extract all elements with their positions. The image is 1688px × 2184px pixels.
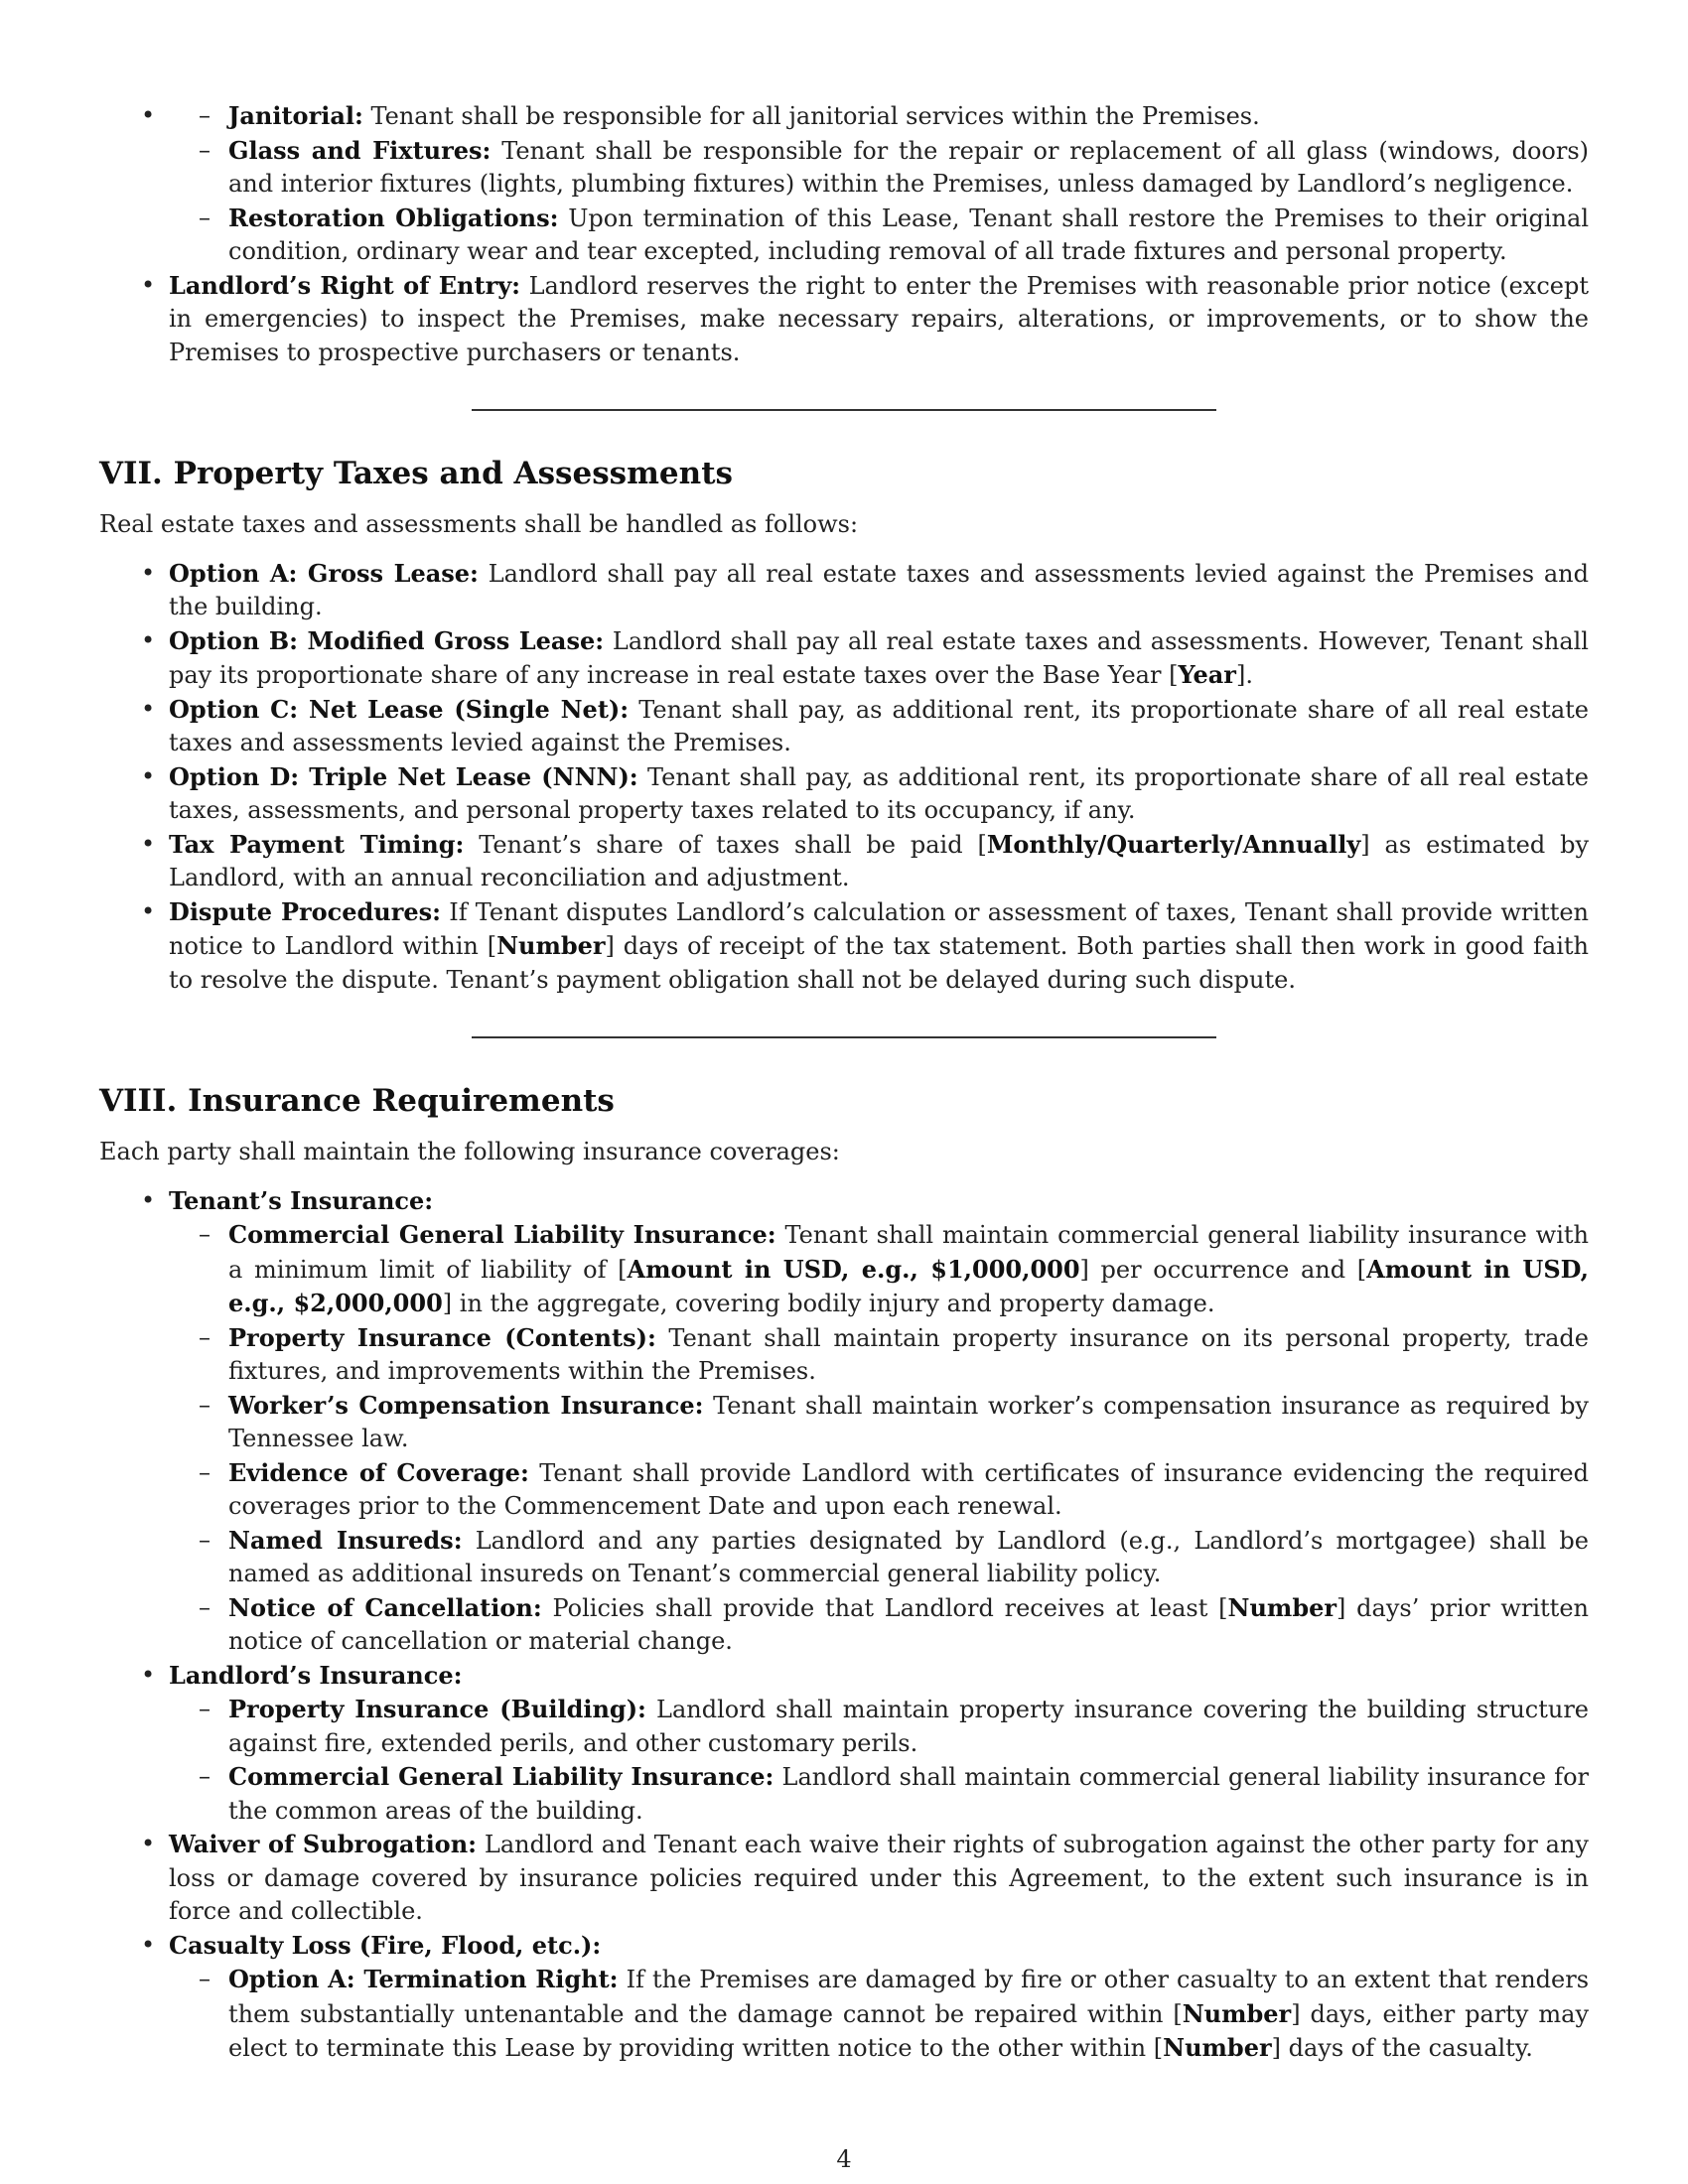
evidence-of-coverage-item xyxy=(169,1456,1589,1524)
section-heading: VIII. Insurance Requirements xyxy=(99,1083,615,1119)
placeholder-field: Monthly/Quarterly/Annually xyxy=(986,829,1361,859)
item-text: Policies shall provide that Landlord receives at least [ xyxy=(541,1593,1228,1622)
placeholder-field: Number xyxy=(496,931,606,960)
maintenance-sublist xyxy=(169,99,1589,269)
item-text: ]. xyxy=(1235,661,1253,689)
item-text: ] in the aggregate, covering bodily injury and property damage. xyxy=(442,1290,1215,1317)
waiver-of-subrogation-item xyxy=(99,1828,1589,1929)
item-label: Tax Payment Timing: xyxy=(169,829,465,859)
item-text: Tenant shall provide Landlord with certificates of insurance evidencing the required coverages prior to the Commencement Date and upon each renewal. xyxy=(228,1458,1589,1520)
item-label: Commercial General Liability Insurance: xyxy=(228,1762,774,1791)
item-label: Tenant’s Insurance: xyxy=(169,1185,434,1215)
named-insureds-item xyxy=(169,1524,1589,1591)
item-label: Waiver of Subrogation: xyxy=(169,1830,478,1858)
section-divider xyxy=(472,1036,1216,1038)
dispute-procedures-item xyxy=(99,895,1589,998)
item-text: Tenant shall pay, as additional rent, its proportionate share of all real estate taxes and assessments levied against the Premises. xyxy=(169,695,1589,756)
section-heading: VII. Property Taxes and Assessments xyxy=(99,456,733,491)
item-text: Tenant shall maintain worker’s compensation insurance as required by Tennessee law. xyxy=(228,1391,1589,1452)
modified-gross-lease-item xyxy=(99,624,1589,693)
item-text: Tenant shall be responsible for the repair or replacement of all glass (windows, doors) and interior fixtures (lights, plumbing fixtures) within the Premises, unless damaged by Landlord’s negligence. xyxy=(228,136,1589,198)
page-number: 4 xyxy=(836,2145,852,2173)
landlord-property-item xyxy=(169,1693,1589,1760)
item-label: Option B: Modified Gross Lease: xyxy=(169,625,605,655)
list-item xyxy=(99,99,1589,269)
item-label: Option C: Net Lease (Single Net): xyxy=(169,694,630,724)
workers-comp-item xyxy=(169,1389,1589,1456)
section-divider xyxy=(472,409,1216,411)
document-page xyxy=(99,99,1589,2066)
item-text: Landlord shall pay all real estate taxes and assessments levied against the Premises and the building. xyxy=(169,559,1590,620)
item-text: ] per occurrence and [ xyxy=(1079,1255,1367,1284)
placeholder-field: Number xyxy=(1163,2033,1272,2062)
placeholder-field: Number xyxy=(1182,1998,1292,2028)
item-label: Casualty Loss (Fire, Flood, etc.): xyxy=(169,1930,602,1960)
item-text: Landlord shall maintain commercial general liability insurance for the common areas of the building. xyxy=(228,1763,1589,1825)
restoration-item xyxy=(169,202,1589,269)
item-text: ] days of receipt of the tax statement. Both parties shall then work in good faith to resolve the dispute. Tenant’s payment obligation shall not be delayed during such dispute. xyxy=(169,932,1590,994)
section6-list xyxy=(99,99,1589,269)
gross-lease-item xyxy=(99,557,1589,624)
entry-list xyxy=(99,269,1589,370)
item-label: Notice of Cancellation: xyxy=(228,1592,542,1622)
item-text: Tenant’s share of taxes shall be paid [ xyxy=(464,830,987,859)
item-label: Dispute Procedures: xyxy=(169,896,442,926)
item-label: Landlord’s Insurance: xyxy=(169,1660,463,1690)
item-label: Restoration Obligations: xyxy=(228,203,559,232)
section-intro: Real estate taxes and assessments shall be handled as follows: xyxy=(99,510,859,538)
item-label: Landlord’s Right of Entry: xyxy=(169,270,521,300)
insurance-list xyxy=(99,1184,1589,2066)
placeholder-field: Amount in USD, e.g., $1,000,000 xyxy=(627,1254,1080,1284)
item-text: Upon termination of this Lease, Tenant shall restore the Premises to their original condition, ordinary wear and tear excepted, including removal of all trade fixtures and personal property. xyxy=(228,204,1589,265)
item-text: Tenant shall maintain commercial general liability insurance with a minimum limit of liability of [ xyxy=(228,1221,1589,1284)
item-text: Tenant shall maintain property insurance on its personal property, trade fixtures, and improvements within the Premises. xyxy=(228,1323,1589,1385)
glass-fixtures-item xyxy=(169,134,1589,202)
tenant-insurance-sublist xyxy=(169,1218,1589,1659)
triple-net-lease-item xyxy=(99,760,1589,828)
item-label: Worker’s Compensation Insurance: xyxy=(228,1390,704,1420)
landlord-insurance-item xyxy=(99,1659,1589,1829)
item-text: ] days’ prior written notice of cancellation or material change. xyxy=(228,1593,1589,1655)
item-label: Glass and Fixtures: xyxy=(228,135,492,165)
right-of-entry-item xyxy=(99,269,1589,370)
item-label: Janitorial: xyxy=(228,101,363,130)
section-intro: Each party shall maintain the following insurance coverages: xyxy=(99,1138,840,1165)
item-text: Landlord and Tenant each waive their rights of subrogation against the other party for any loss or damage covered by insurance policies required under this Agreement, to the extent such insurance is in force and collectible. xyxy=(169,1831,1589,1925)
placeholder-field: Number xyxy=(1227,1592,1337,1622)
tenant-cgl-item xyxy=(169,1218,1589,1321)
item-text: If Tenant disputes Landlord’s calculation or assessment of taxes, Tenant shall provide written notice to Landlord within [ xyxy=(169,897,1589,960)
notice-of-cancellation-item xyxy=(169,1591,1589,1659)
casualty-loss-item xyxy=(99,1929,1589,2066)
tax-options-list xyxy=(99,557,1589,998)
item-text: ] as estimated by Landlord, with an annual reconciliation and adjustment. xyxy=(169,830,1590,891)
item-text: Landlord reserves the right to enter the Premises with reasonable prior notice (except in emergencies) to inspect the Premises, make necessary repairs, alterations, or improvements, or to show the Premises to prospective purchasers or tenants. xyxy=(169,271,1589,366)
item-label: Named Insureds: xyxy=(228,1525,463,1555)
item-label: Property Insurance (Contents): xyxy=(228,1322,656,1352)
item-text: ] days, either party may elect to terminate this Lease by providing written notice to the other within [ xyxy=(228,1999,1590,2062)
item-text: Tenant shall be responsible for all janitorial services within the Premises. xyxy=(362,102,1260,130)
item-label: Option A: Gross Lease: xyxy=(169,558,479,588)
item-text: Tenant shall pay, as additional rent, its proportionate share of all real estate taxes, assessments, and personal property taxes related to its occupancy, if any. xyxy=(169,762,1589,824)
item-text: If the Premises are damaged by fire or other casualty to an extent that renders them substantially untenantable and the damage cannot be repaired within [ xyxy=(228,1966,1590,2028)
tenant-insurance-item xyxy=(99,1184,1589,1659)
item-label: Option D: Triple Net Lease (NNN): xyxy=(169,761,638,791)
item-label: Property Insurance (Building): xyxy=(228,1695,646,1723)
item-label: Commercial General Liability Insurance: xyxy=(228,1220,776,1249)
net-lease-item xyxy=(99,693,1589,760)
item-label: Evidence of Coverage: xyxy=(228,1457,529,1487)
placeholder-field: Amount in USD, e.g., $2,000,000 xyxy=(228,1254,1589,1317)
tenant-property-item xyxy=(169,1321,1589,1389)
landlord-insurance-sublist xyxy=(169,1693,1589,1828)
item-label: Option A: Termination Right: xyxy=(228,1965,619,1993)
tax-payment-timing-item xyxy=(99,828,1589,895)
placeholder-field: Year xyxy=(1178,660,1236,689)
janitorial-item xyxy=(169,99,1589,134)
landlord-cgl-item xyxy=(169,1760,1589,1828)
item-text: Landlord shall pay all real estate taxes and assessments. However, Tenant shall pay its proportionate share of any increase in real estate taxes over the Base Year [ xyxy=(169,626,1589,689)
item-text: Landlord and any parties designated by Landlord (e.g., Landlord’s mortgagee) shall be named as additional insureds on Tenant’s commercial general liability policy. xyxy=(228,1526,1590,1587)
item-text: Landlord shall maintain property insurance covering the building structure against fire, extended perils, and other customary perils. xyxy=(228,1696,1589,1757)
item-text: ] days of the casualty. xyxy=(1271,2034,1533,2062)
termination-right-item xyxy=(169,1963,1589,2066)
casualty-sublist xyxy=(169,1963,1589,2066)
